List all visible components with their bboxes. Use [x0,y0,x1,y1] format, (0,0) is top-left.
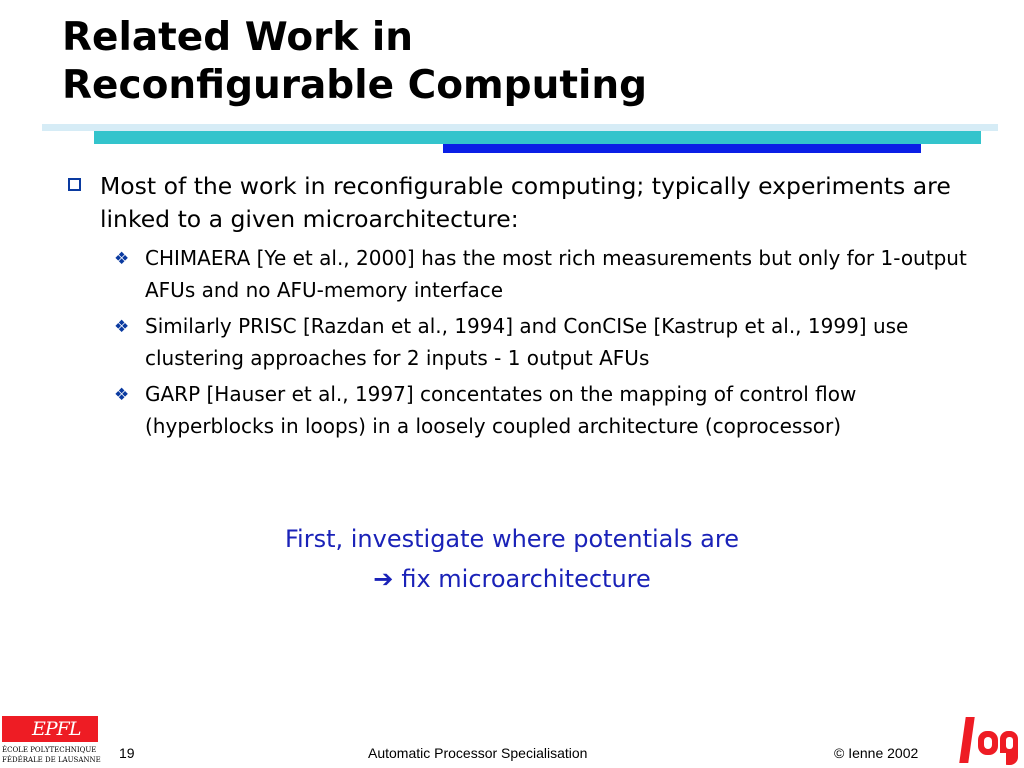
footer-title: Automatic Processor Specialisation [368,745,588,761]
callout [0,519,1024,599]
subbullet-text: GARP [Hauser et al., 1997] concentates on the mapping of control flow (hyperblocks in loops) in a loosely coupled architecture (coprocessor) [145,382,857,438]
epfl-logo-line-1: ÉCOLE POLYTECHNIQUE [2,746,97,754]
lap-logo [958,715,1022,767]
epfl-logo [2,716,100,766]
subbullet-text: CHIMAERA [Ye et al., 2000] has the most rich measurements but only for 1-output AFUs and no AFU-memory interface [145,246,967,302]
callout-line-2-text: fix microarchitecture [401,565,651,593]
subbullet-list [62,242,972,442]
bullet-item [62,170,972,236]
title-line-2: Reconfigurable Computing [62,63,648,108]
slide-title [62,14,647,110]
title-divider-light [42,124,998,131]
four-diamond-icon: ❖ [114,317,130,337]
four-diamond-icon: ❖ [114,249,130,269]
bullet-text: Most of the work in reconfigurable computing; typically experiments are linked to a given microarchitecture: [100,172,951,233]
subbullet-item [62,310,972,374]
title-line-1: Related Work in [62,15,414,60]
callout-line-2 [0,559,1024,599]
page-number: 19 [119,745,135,761]
title-divider-teal [94,131,981,144]
four-diamond-icon: ❖ [114,385,130,405]
footer-copyright: © Ienne 2002 [834,745,919,761]
callout-line-1: First, investigate where potentials are [285,525,739,553]
slide-body [62,170,972,442]
epfl-logo-text: EPFL [32,718,81,740]
right-arrow-icon: ➔ [373,565,394,593]
hollow-square-icon [68,178,81,191]
epfl-logo-mark [2,716,98,742]
subbullet-text: Similarly PRISC [Razdan et al., 1994] and ConCISe [Kastrup et al., 1999] use clustering approaches for 2 inputs - 1 output AFUs [145,314,909,370]
epfl-logo-line-2: FÉDÉRALE DE LAUSANNE [2,756,101,764]
subbullet-item [62,378,972,442]
subbullet-item [62,242,972,306]
title-divider-blue [443,144,921,153]
